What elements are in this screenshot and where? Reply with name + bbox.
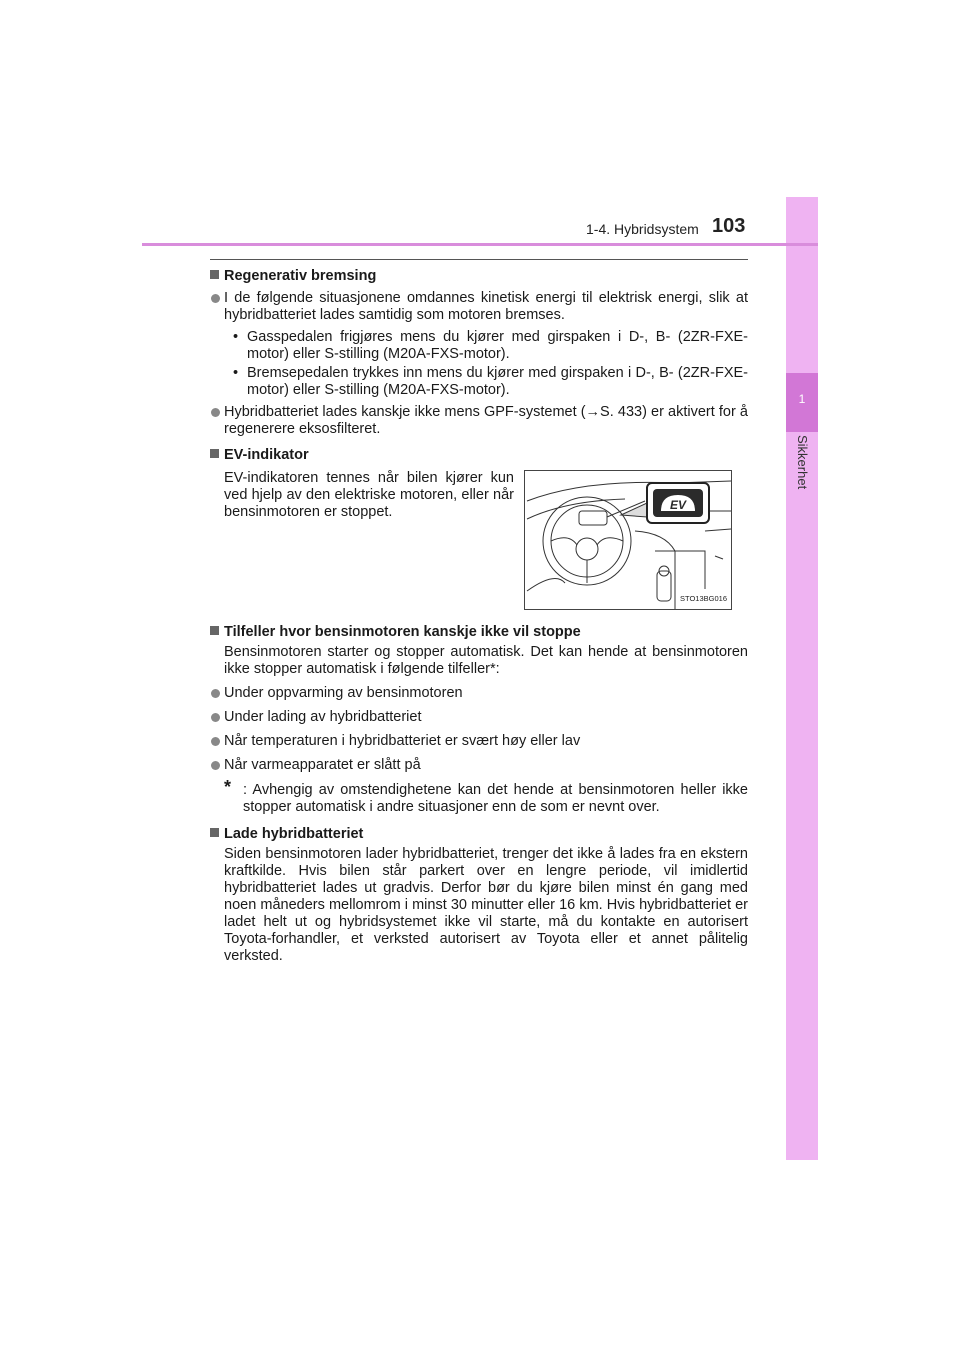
- section-heading-regen: Regenerativ bremsing: [210, 268, 748, 285]
- circle-bullet-icon: [211, 713, 220, 722]
- sub-list-item: • Bremsepedalen trykkes inn mens du kjører med girspaken i D-, B- (2ZR-FXE-motor) eller S-stilling (M20A-FXS-motor).: [233, 365, 748, 398]
- ev-badge: EV: [669, 498, 687, 512]
- figure-code: STO13BG016: [680, 594, 727, 603]
- dot-bullet-icon: •: [233, 329, 239, 345]
- circle-bullet-icon: [211, 737, 220, 746]
- sub-list-item: • Gasspedalen frigjøres mens du kjører med girspaken i D-, B- (2ZR-FXE-motor) eller S-stilling (M20A-FXS-motor).: [233, 329, 748, 362]
- list-item: Under lading av hybridbatteriet: [210, 709, 748, 726]
- square-bullet-icon: [210, 449, 219, 458]
- square-bullet-icon: [210, 270, 219, 279]
- section-heading-charge: Lade hybridbatteriet: [210, 826, 748, 843]
- page-number: 103: [712, 215, 746, 237]
- list-item: Under oppvarming av bensinmotoren: [210, 685, 748, 702]
- header-divider: [142, 243, 818, 246]
- circle-bullet-icon: [211, 294, 220, 303]
- footnote: * : Avhengig av omstendighetene kan det hende at bensinmotoren heller ikke stopper automatisk i andre situasjoner enn de som er nevnt over.: [224, 777, 748, 815]
- ev-indicator-illustration: [524, 470, 732, 610]
- circle-bullet-icon: [211, 689, 220, 698]
- charge-text: Siden bensinmotoren lader hybridbatteriet, trenger det ikke å lades fra en ekstern kraftkilde. Hvis bilen står parkert over en lengre periode, vil imidlertid hybridbatteriet lades ut gradvis. Derfor bør du kjøre bilen minst én gang med noen måneders mellomrom i minst 30 minutter eller 16 km. Hvis hybridbatteriet er ladet helt ut og hybridsystemet ikke vil starte, må du kontakte en autorisert Toyota-forhandler, et verksted autorisert av Toyota eller et annet pålitelig verksted.: [224, 846, 748, 964]
- list-item: Når varmeapparatet er slått på: [210, 757, 748, 774]
- square-bullet-icon: [210, 828, 219, 837]
- engine-stop-intro: Bensinmotoren starter og stopper automatisk. Det kan hende at bensinmotoren ikke stopper automatisk i følgende tilfeller*:: [224, 644, 748, 677]
- list-item: I de følgende situasjonene omdannes kinetisk energi til elektrisk energi, slik at hybridbatteriet lades samtidig som motoren bremses.: [210, 290, 748, 324]
- content-top-rule: [210, 259, 748, 260]
- side-tab: [786, 197, 818, 1160]
- list-item: Når temperaturen i hybridbatteriet er svært høy eller lav: [210, 733, 748, 750]
- ev-block: [210, 470, 748, 620]
- section-heading-ev: EV-indikator: [210, 447, 748, 464]
- list-item: Hybridbatteriet lades kanskje ikke mens GPF-systemet (→S. 433) er aktivert for å regenerere eksosfilteret.: [210, 404, 748, 438]
- ev-description: EV-indikatoren tennes når bilen kjører kun ved hjelp av den elektriske motoren, eller når bensinmotoren er stoppet.: [224, 470, 514, 520]
- page-content: [210, 264, 748, 965]
- chapter-number: 1: [798, 392, 806, 406]
- square-bullet-icon: [210, 626, 219, 635]
- section-title: 1-4. Hybridsystem: [586, 221, 699, 237]
- dot-bullet-icon: •: [233, 365, 239, 381]
- dashboard-drawing: [525, 471, 731, 609]
- circle-bullet-icon: [211, 408, 220, 417]
- chapter-label: Sikkerhet: [795, 435, 810, 490]
- circle-bullet-icon: [211, 761, 220, 770]
- section-heading-engine-stop: Tilfeller hvor bensinmotoren kanskje ikke vil stoppe: [210, 624, 748, 641]
- asterisk-icon: *: [224, 777, 232, 797]
